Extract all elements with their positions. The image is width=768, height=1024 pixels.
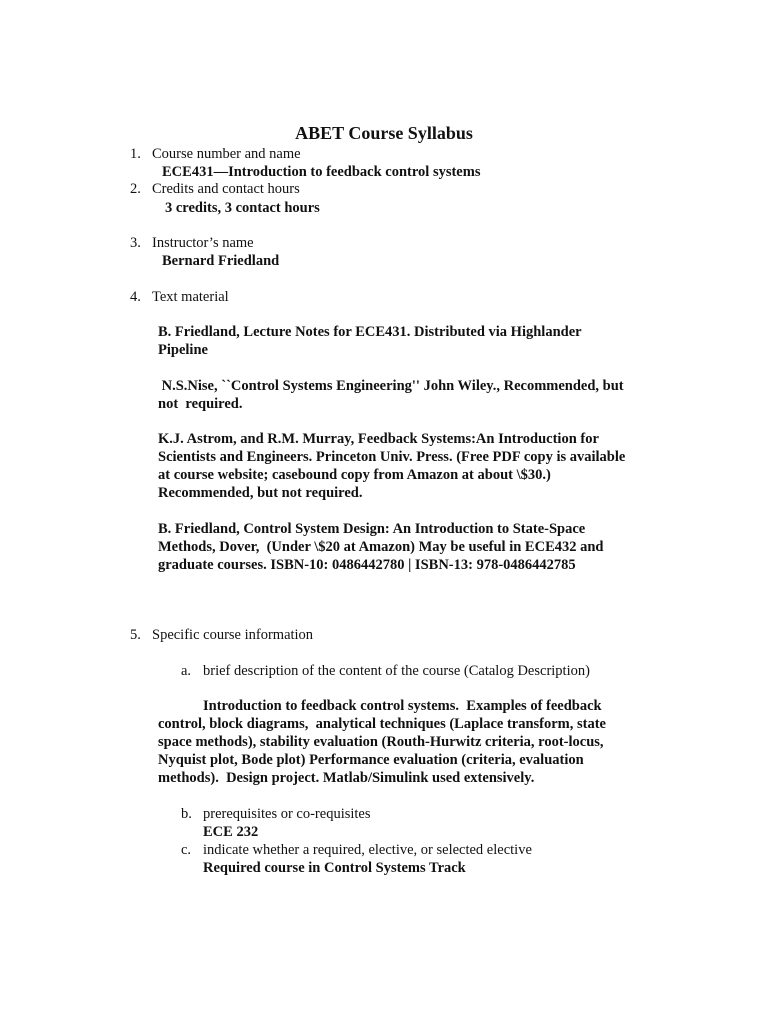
item-label-instructor: Instructor’s name (152, 235, 254, 251)
reference-line: Recommended, but not required. (158, 485, 363, 501)
item-number: 3. (130, 235, 141, 251)
sub-item-letter: b. (181, 806, 192, 822)
sub-item-letter: a. (181, 663, 192, 679)
catalog-description-line: Introduction to feedback control systems. Examples of feedback (203, 698, 602, 714)
reference-line: B. Friedland, Lecture Notes for ECE431. Distributed via Highlander (158, 324, 582, 340)
catalog-description-line: space methods), stability evaluation (Routh-Hurwitz criteria, root-locus, (158, 734, 604, 750)
catalog-description-line: methods). Design project. Matlab/Simulink used extensively. (158, 770, 535, 786)
credits-value: 3 credits, 3 contact hours (165, 200, 320, 216)
reference-line: B. Friedland, Control System Design: An Introduction to State-Space (158, 521, 586, 537)
prerequisites-value: ECE 232 (203, 824, 259, 840)
reference-line: at course website; casebound copy from Amazon at about \$30.) (158, 467, 551, 483)
page-title: ABET Course Syllabus (295, 123, 473, 143)
item-label-text-material: Text material (152, 289, 229, 305)
instructor-name: Bernard Friedland (162, 253, 280, 269)
reference-line: Scientists and Engineers. Princeton Univ. Press. (Free PDF copy is available (158, 449, 626, 465)
sub-item-label-prerequisites: prerequisites or co-requisites (203, 806, 371, 822)
reference-line: Methods, Dover, (Under \$20 at Amazon) May be useful in ECE432 and (158, 539, 604, 555)
reference-line: graduate courses. ISBN-10: 0486442780 | ISBN-13: 978-0486442785 (158, 557, 576, 573)
sub-item-label-requirement: indicate whether a required, elective, or selected elective (203, 842, 532, 858)
item-number: 2. (130, 181, 141, 197)
item-number: 4. (130, 289, 141, 305)
item-number: 5. (130, 627, 141, 643)
reference-line: not required. (158, 396, 243, 412)
catalog-description-line: control, block diagrams, analytical techniques (Laplace transform, state (158, 716, 606, 732)
requirement-value: Required course in Control Systems Track (203, 860, 466, 876)
sub-item-label-description: brief description of the content of the course (Catalog Description) (203, 663, 590, 679)
sub-item-letter: c. (181, 842, 192, 858)
reference-line: Pipeline (158, 342, 208, 358)
course-name: ECE431—Introduction to feedback control systems (162, 164, 481, 180)
reference-line: K.J. Astrom, and R.M. Murray, Feedback Systems:An Introduction for (158, 431, 599, 447)
item-label-credits: Credits and contact hours (152, 181, 300, 197)
item-number: 1. (130, 146, 141, 162)
item-label-course: Course number and name (152, 146, 301, 162)
catalog-description-line: Nyquist plot, Bode plot) Performance evaluation (criteria, evaluation (158, 752, 584, 768)
reference-line: N.S.Nise, ``Control Systems Engineering'' John Wiley., Recommended, but (158, 378, 624, 394)
item-label-specific-info: Specific course information (152, 627, 314, 643)
